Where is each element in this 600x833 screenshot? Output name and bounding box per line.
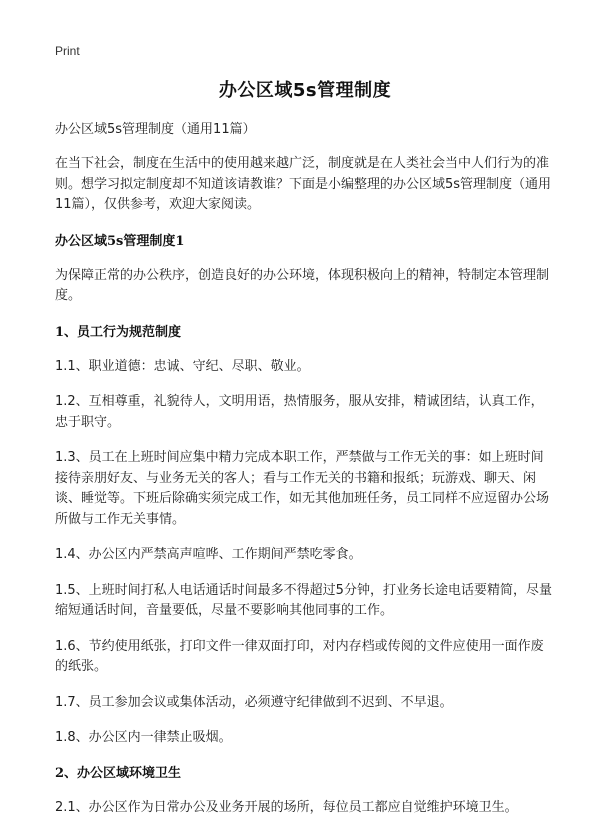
list-item: 1.4、办公区内严禁高声喧哗、工作期间严禁吃零食。	[55, 547, 362, 562]
part1-heading: 1、员工行为规范制度	[55, 324, 182, 340]
intro-paragraph: 在当下社会，制度在生活中的使用越来越广泛，制度就是在人类社会当中人们行为的准则。想学习拟定制度却不知道该请教谁？下面是小编整理的办公区域5s管理制度（通用11篇），仅供参考，欢迎大家阅读。	[55, 156, 552, 212]
print-link[interactable]: Print	[55, 44, 80, 58]
list-item: 1.2、互相尊重，礼貌待人，文明用语，热情服务，服从安排，精诚团结，认真工作，忠于职守。	[55, 394, 544, 430]
document-body	[55, 76, 555, 833]
list-item: 2.1、办公区作为日常办公及业务开展的场所，每位员工都应自觉维护环境卫生。	[55, 799, 518, 815]
document-subtitle: 办公区域5s管理制度（通用11篇）	[55, 122, 256, 137]
list-item: 1.3、员工在上班时间应集中精力完成本职工作，严禁做与工作无关的事：如上班时间接待亲朋好友、与业务无关的客人；看与工作无关的书籍和报纸；玩游戏、聊天、闲谈、睡觉等。下班后除确实须完成工作，如无其他加班任务，员工同样不应逗留办公场所做与工作无关事情。	[55, 450, 550, 527]
section-heading: 办公区域5s管理制度1	[55, 233, 185, 249]
list-item: 1.7、员工参加会议或集体活动，必须遵守纪律做到不迟到、不早退。	[55, 694, 453, 710]
part2-heading: 2、办公区域环境卫生	[55, 765, 182, 781]
list-item: 1.6、节约使用纸张，打印文件一律双面打印，对内存档或传阅的文件应使用一面作废的纸张。	[55, 638, 544, 674]
list-item: 1.5、上班时间打私人电话通话时间最多不得超过5分钟，打业务长途电话要精简，尽量缩短通话时间，音量要低，尽量不要影响其他同事的工作。	[55, 582, 552, 618]
list-item: 1.1、职业道德：忠诚、守纪、尽职、敬业。	[55, 358, 310, 374]
page-title: 办公区域5s管理制度	[218, 80, 392, 101]
section-paragraph: 为保障正常的办公秩序，创造良好的办公环境，体现积极向上的精神，特制定本管理制度。	[55, 267, 550, 303]
list-item: 1.8、办公区内一律禁止吸烟。	[55, 730, 232, 745]
